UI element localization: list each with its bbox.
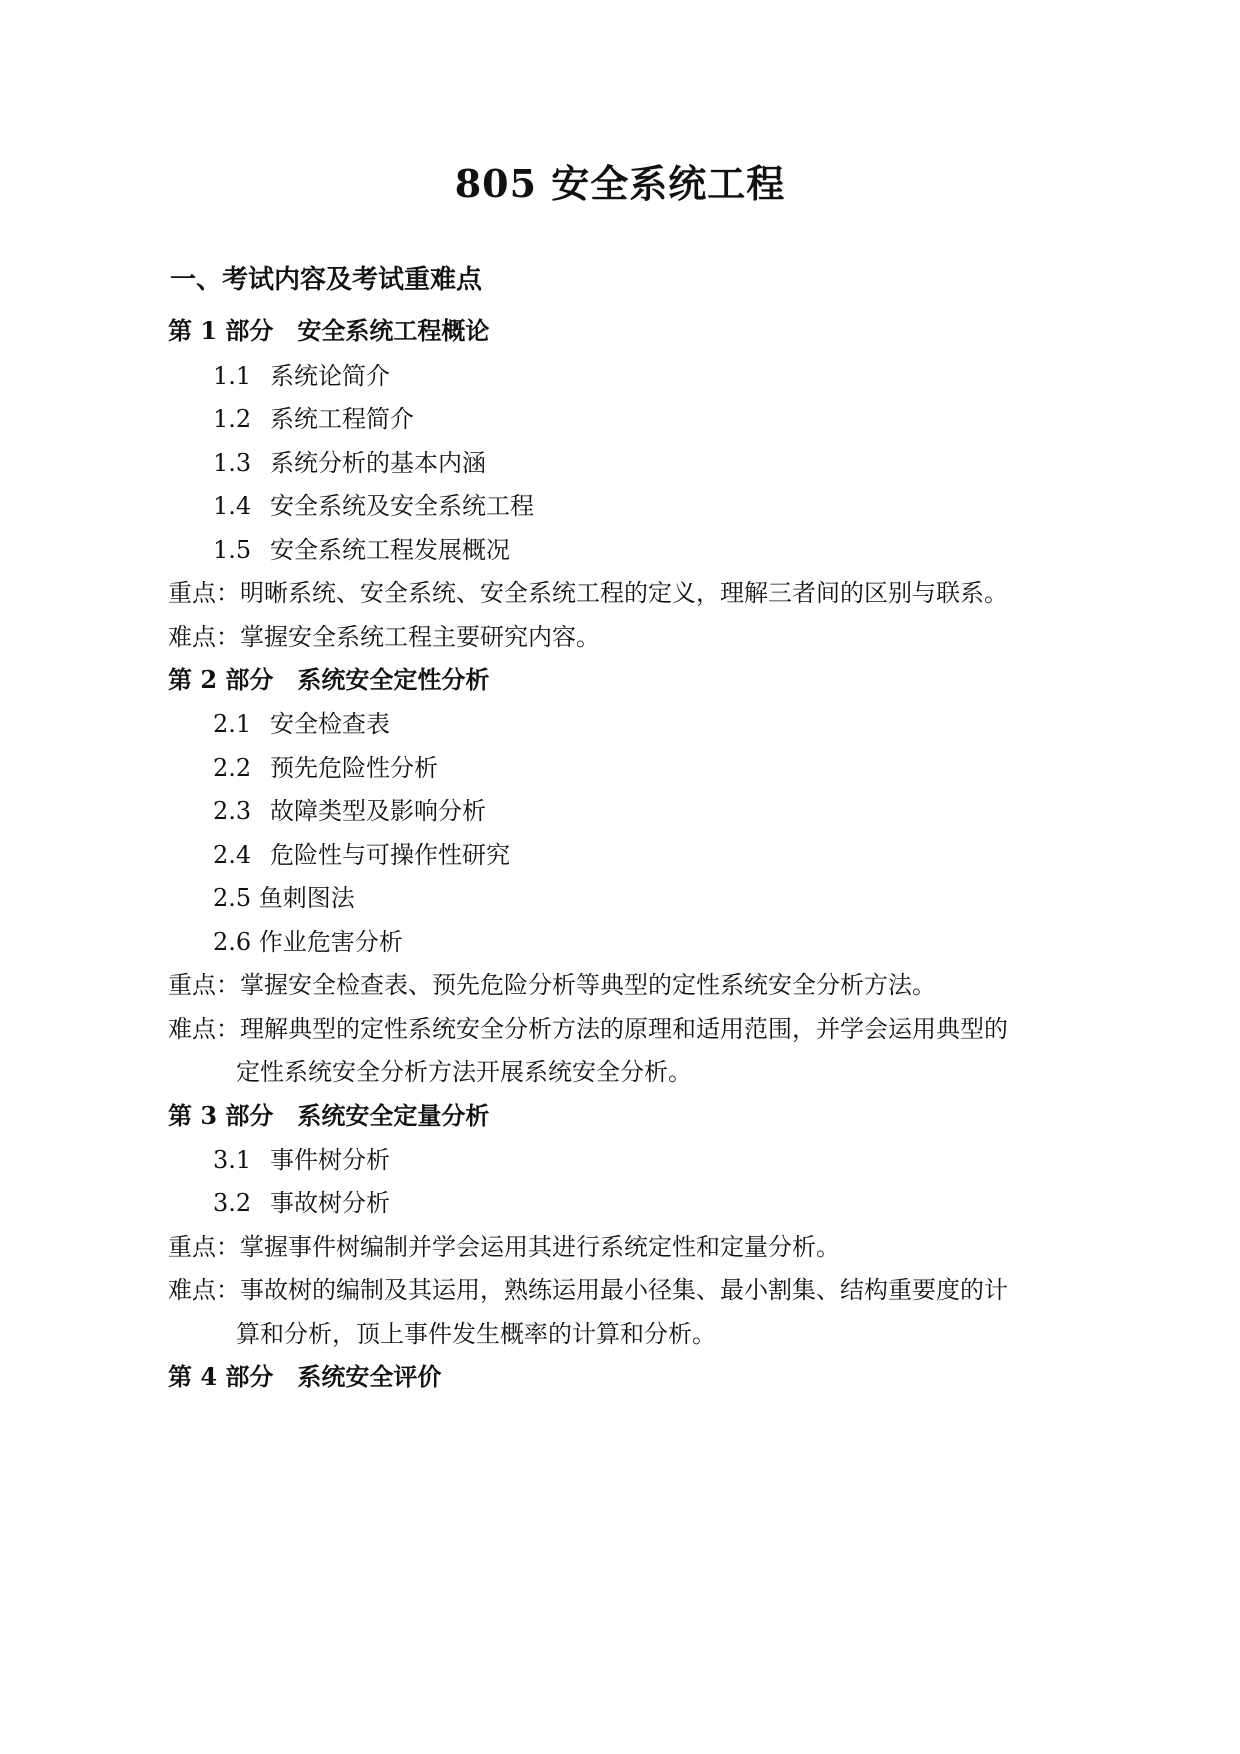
item-number: 3.2	[213, 1189, 252, 1217]
list-item	[213, 1145, 390, 1175]
item-number: 1.4	[213, 492, 252, 520]
difficult-points-continued: 定性系统安全分析方法开展系统安全分析。	[236, 1058, 692, 1086]
list-item	[213, 709, 390, 739]
item-number: 2.1	[213, 710, 252, 738]
list-item	[213, 840, 510, 870]
item-number: 2.2	[213, 754, 252, 782]
list-item	[213, 361, 390, 391]
item-text: 事故树分析	[270, 1189, 390, 1217]
item-number: 2.4	[213, 841, 252, 869]
part-2-heading	[168, 665, 489, 695]
list-item	[213, 404, 414, 434]
part-4-heading-text: 系统安全评价	[297, 1362, 442, 1391]
section-heading: 一、考试内容及考试重难点	[170, 265, 483, 295]
part-3-heading-number: 第 3 部分	[168, 1101, 274, 1130]
document-title: 805 安全系统工程	[454, 161, 786, 206]
list-item	[213, 796, 486, 826]
list-item	[213, 753, 438, 783]
item-text: 系统分析的基本内涵	[270, 449, 486, 477]
part-1-heading-text: 安全系统工程概论	[297, 316, 490, 345]
key-points: 重点：明晰系统、安全系统、安全系统工程的定义，理解三者间的区别与联系。	[168, 579, 1008, 607]
item-text: 安全检查表	[270, 710, 390, 738]
part-2-heading-text: 系统安全定性分析	[297, 665, 490, 694]
part-1-heading	[168, 316, 489, 346]
item-number: 1.2	[213, 405, 252, 433]
item-number: 1.5	[213, 536, 252, 564]
difficult-points-continued: 算和分析，顶上事件发生概率的计算和分析。	[236, 1320, 716, 1348]
key-points: 重点：掌握安全检查表、预先危险分析等典型的定性系统安全分析方法。	[168, 971, 936, 999]
list-item: 2.6 作业危害分析	[213, 928, 403, 956]
difficult-points: 难点：掌握安全系统工程主要研究内容。	[168, 623, 600, 651]
item-text: 预先危险性分析	[270, 754, 438, 782]
item-text: 系统工程简介	[270, 405, 414, 433]
difficult-points: 难点：事故树的编制及其运用，熟练运用最小径集、最小割集、结构重要度的计	[168, 1276, 1008, 1304]
part-4-heading-number: 第 4 部分	[168, 1362, 274, 1391]
item-text: 系统论简介	[270, 362, 390, 390]
item-text: 事件树分析	[270, 1146, 390, 1174]
list-item	[213, 535, 510, 565]
item-text: 安全系统及安全系统工程	[270, 492, 534, 520]
list-item	[213, 491, 534, 521]
item-number: 3.1	[213, 1146, 252, 1174]
key-points: 重点：掌握事件树编制并学会运用其进行系统定性和定量分析。	[168, 1233, 840, 1261]
list-item	[213, 448, 486, 478]
part-4-heading	[168, 1362, 441, 1392]
part-2-heading-number: 第 2 部分	[168, 665, 274, 694]
item-number: 2.3	[213, 797, 252, 825]
item-text: 安全系统工程发展概况	[270, 536, 510, 564]
part-3-heading	[168, 1101, 489, 1131]
list-item	[213, 1188, 390, 1218]
item-text: 故障类型及影响分析	[270, 797, 486, 825]
item-number: 1.1	[213, 362, 252, 390]
item-number: 1.3	[213, 449, 252, 477]
part-3-heading-text: 系统安全定量分析	[297, 1101, 490, 1130]
item-text: 危险性与可操作性研究	[270, 841, 510, 869]
list-item: 2.5 鱼刺图法	[213, 884, 355, 912]
difficult-points: 难点：理解典型的定性系统安全分析方法的原理和适用范围，并学会运用典型的	[168, 1015, 1008, 1043]
part-1-heading-number: 第 1 部分	[168, 316, 274, 345]
